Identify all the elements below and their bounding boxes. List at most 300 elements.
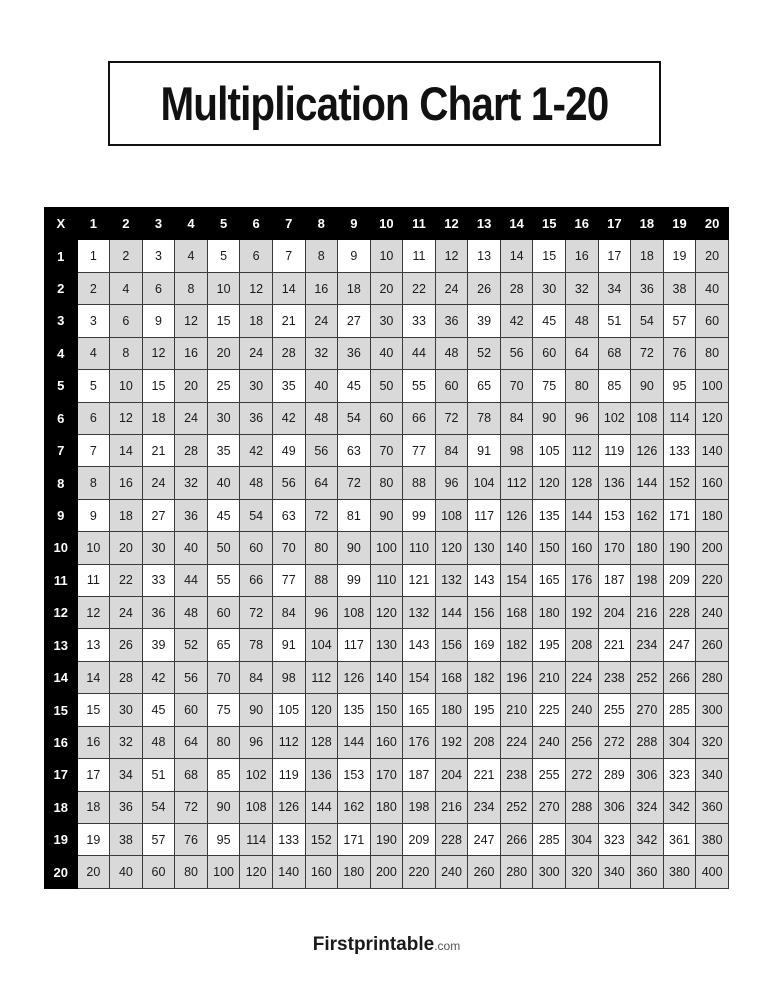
title-box [108, 61, 661, 146]
product-cell: 72 [305, 499, 338, 531]
product-cell: 180 [631, 532, 664, 564]
product-cell: 169 [468, 629, 501, 661]
table-row [45, 240, 729, 272]
product-cell: 57 [663, 305, 696, 337]
row-header: 1 [45, 240, 78, 272]
product-cell: 15 [533, 240, 566, 272]
product-cell: 160 [566, 532, 599, 564]
product-cell: 3 [77, 305, 110, 337]
product-cell: 76 [175, 824, 208, 856]
product-cell: 49 [272, 434, 305, 466]
product-cell: 11 [403, 240, 436, 272]
product-cell: 108 [631, 402, 664, 434]
product-cell: 216 [631, 597, 664, 629]
product-cell: 140 [696, 434, 729, 466]
product-cell: 40 [696, 272, 729, 304]
product-cell: 76 [663, 337, 696, 369]
product-cell: 80 [566, 370, 599, 402]
multiplication-table [44, 207, 729, 889]
product-cell: 210 [500, 694, 533, 726]
product-cell: 84 [500, 402, 533, 434]
product-cell: 208 [468, 726, 501, 758]
product-cell: 108 [435, 499, 468, 531]
table-row [45, 824, 729, 856]
product-cell: 12 [142, 337, 175, 369]
product-cell: 44 [175, 564, 208, 596]
product-cell: 7 [77, 434, 110, 466]
product-cell: 5 [77, 370, 110, 402]
page-title: Multiplication Chart 1-20 [160, 77, 609, 130]
product-cell: 182 [500, 629, 533, 661]
column-header: 14 [500, 208, 533, 240]
product-cell: 54 [240, 499, 273, 531]
product-cell: 160 [370, 726, 403, 758]
corner-cell: X [45, 208, 78, 240]
table-row [45, 499, 729, 531]
product-cell: 32 [175, 467, 208, 499]
product-cell: 18 [142, 402, 175, 434]
product-cell: 24 [175, 402, 208, 434]
product-cell: 132 [403, 597, 436, 629]
product-cell: 36 [338, 337, 371, 369]
product-cell: 36 [142, 597, 175, 629]
product-cell: 240 [566, 694, 599, 726]
product-cell: 6 [240, 240, 273, 272]
product-cell: 20 [110, 532, 143, 564]
product-cell: 98 [272, 661, 305, 693]
product-cell: 100 [696, 370, 729, 402]
product-cell: 55 [207, 564, 240, 596]
product-cell: 112 [500, 467, 533, 499]
column-header: 18 [631, 208, 664, 240]
product-cell: 360 [631, 856, 664, 888]
product-cell: 45 [207, 499, 240, 531]
product-cell: 99 [403, 499, 436, 531]
product-cell: 24 [142, 467, 175, 499]
product-cell: 64 [566, 337, 599, 369]
product-cell: 36 [110, 791, 143, 823]
product-cell: 133 [663, 434, 696, 466]
product-cell: 22 [110, 564, 143, 596]
product-cell: 48 [240, 467, 273, 499]
product-cell: 96 [435, 467, 468, 499]
product-cell: 180 [533, 597, 566, 629]
product-cell: 21 [142, 434, 175, 466]
product-cell: 216 [435, 791, 468, 823]
product-cell: 140 [370, 661, 403, 693]
product-cell: 192 [435, 726, 468, 758]
product-cell: 260 [696, 629, 729, 661]
product-cell: 300 [533, 856, 566, 888]
product-cell: 224 [566, 661, 599, 693]
product-cell: 126 [500, 499, 533, 531]
product-cell: 80 [696, 337, 729, 369]
product-cell: 220 [696, 564, 729, 596]
product-cell: 238 [500, 759, 533, 791]
product-cell: 156 [435, 629, 468, 661]
product-cell: 60 [142, 856, 175, 888]
product-cell: 280 [500, 856, 533, 888]
row-header: 7 [45, 434, 78, 466]
row-header: 17 [45, 759, 78, 791]
product-cell: 27 [338, 305, 371, 337]
product-cell: 18 [631, 240, 664, 272]
table-row [45, 856, 729, 888]
product-cell: 98 [500, 434, 533, 466]
product-cell: 112 [305, 661, 338, 693]
product-cell: 100 [370, 532, 403, 564]
product-cell: 198 [631, 564, 664, 596]
product-cell: 140 [500, 532, 533, 564]
product-cell: 114 [663, 402, 696, 434]
product-cell: 18 [77, 791, 110, 823]
product-cell: 24 [240, 337, 273, 369]
product-cell: 220 [403, 856, 436, 888]
table-row [45, 629, 729, 661]
product-cell: 195 [468, 694, 501, 726]
product-cell: 38 [663, 272, 696, 304]
product-cell: 221 [468, 759, 501, 791]
product-cell: 119 [272, 759, 305, 791]
product-cell: 88 [305, 564, 338, 596]
row-header: 2 [45, 272, 78, 304]
product-cell: 60 [435, 370, 468, 402]
product-cell: 60 [175, 694, 208, 726]
product-cell: 96 [305, 597, 338, 629]
table-row [45, 467, 729, 499]
row-header: 10 [45, 532, 78, 564]
product-cell: 240 [533, 726, 566, 758]
product-cell: 154 [403, 661, 436, 693]
product-cell: 5 [207, 240, 240, 272]
product-cell: 34 [598, 272, 631, 304]
product-cell: 80 [207, 726, 240, 758]
column-header: 15 [533, 208, 566, 240]
product-cell: 187 [598, 564, 631, 596]
product-cell: 39 [468, 305, 501, 337]
product-cell: 68 [598, 337, 631, 369]
product-cell: 45 [338, 370, 371, 402]
table-row [45, 370, 729, 402]
product-cell: 228 [663, 597, 696, 629]
product-cell: 323 [598, 824, 631, 856]
product-cell: 176 [566, 564, 599, 596]
product-cell: 2 [77, 272, 110, 304]
product-cell: 210 [533, 661, 566, 693]
product-cell: 90 [631, 370, 664, 402]
product-cell: 36 [240, 402, 273, 434]
product-cell: 66 [240, 564, 273, 596]
product-cell: 45 [142, 694, 175, 726]
product-cell: 56 [500, 337, 533, 369]
product-cell: 70 [272, 532, 305, 564]
product-cell: 60 [240, 532, 273, 564]
column-header: 17 [598, 208, 631, 240]
product-cell: 3 [142, 240, 175, 272]
product-cell: 40 [370, 337, 403, 369]
product-cell: 27 [142, 499, 175, 531]
product-cell: 108 [338, 597, 371, 629]
product-cell: 30 [370, 305, 403, 337]
product-cell: 28 [110, 661, 143, 693]
product-cell: 20 [207, 337, 240, 369]
product-cell: 42 [272, 402, 305, 434]
product-cell: 143 [468, 564, 501, 596]
product-cell: 56 [175, 661, 208, 693]
table-row [45, 726, 729, 758]
product-cell: 90 [338, 532, 371, 564]
product-cell: 120 [696, 402, 729, 434]
product-cell: 9 [338, 240, 371, 272]
product-cell: 180 [338, 856, 371, 888]
product-cell: 45 [533, 305, 566, 337]
product-cell: 72 [631, 337, 664, 369]
product-cell: 24 [110, 597, 143, 629]
product-cell: 90 [207, 791, 240, 823]
table-row [45, 564, 729, 596]
product-cell: 180 [370, 791, 403, 823]
product-cell: 90 [370, 499, 403, 531]
product-cell: 2 [110, 240, 143, 272]
product-cell: 28 [500, 272, 533, 304]
product-cell: 85 [207, 759, 240, 791]
product-cell: 209 [403, 824, 436, 856]
product-cell: 28 [175, 434, 208, 466]
product-cell: 48 [305, 402, 338, 434]
product-cell: 10 [207, 272, 240, 304]
product-cell: 380 [663, 856, 696, 888]
product-cell: 50 [370, 370, 403, 402]
product-cell: 136 [305, 759, 338, 791]
product-cell: 221 [598, 629, 631, 661]
product-cell: 32 [110, 726, 143, 758]
product-cell: 285 [533, 824, 566, 856]
product-cell: 120 [435, 532, 468, 564]
table-row [45, 434, 729, 466]
product-cell: 10 [77, 532, 110, 564]
product-cell: 75 [533, 370, 566, 402]
column-header: 9 [338, 208, 371, 240]
product-cell: 288 [631, 726, 664, 758]
column-header: 8 [305, 208, 338, 240]
product-cell: 80 [175, 856, 208, 888]
product-cell: 35 [207, 434, 240, 466]
row-header: 8 [45, 467, 78, 499]
product-cell: 240 [435, 856, 468, 888]
product-cell: 60 [370, 402, 403, 434]
product-cell: 18 [110, 499, 143, 531]
product-cell: 140 [272, 856, 305, 888]
product-cell: 16 [175, 337, 208, 369]
product-cell: 65 [207, 629, 240, 661]
product-cell: 64 [305, 467, 338, 499]
product-cell: 42 [500, 305, 533, 337]
product-cell: 120 [533, 467, 566, 499]
row-header: 18 [45, 791, 78, 823]
product-cell: 150 [370, 694, 403, 726]
table-row [45, 759, 729, 791]
product-cell: 70 [500, 370, 533, 402]
table-row [45, 272, 729, 304]
product-cell: 48 [435, 337, 468, 369]
table-row [45, 694, 729, 726]
product-cell: 195 [533, 629, 566, 661]
column-header: 13 [468, 208, 501, 240]
row-header: 14 [45, 661, 78, 693]
product-cell: 154 [500, 564, 533, 596]
product-cell: 28 [272, 337, 305, 369]
product-cell: 40 [305, 370, 338, 402]
product-cell: 17 [77, 759, 110, 791]
row-header: 12 [45, 597, 78, 629]
product-cell: 323 [663, 759, 696, 791]
product-cell: 15 [142, 370, 175, 402]
product-cell: 36 [631, 272, 664, 304]
product-cell: 114 [240, 824, 273, 856]
product-cell: 170 [370, 759, 403, 791]
product-cell: 234 [631, 629, 664, 661]
product-cell: 117 [338, 629, 371, 661]
product-cell: 160 [305, 856, 338, 888]
product-cell: 361 [663, 824, 696, 856]
product-cell: 130 [370, 629, 403, 661]
product-cell: 182 [468, 661, 501, 693]
product-cell: 270 [533, 791, 566, 823]
product-cell: 48 [142, 726, 175, 758]
product-cell: 340 [696, 759, 729, 791]
product-cell: 121 [403, 564, 436, 596]
product-cell: 110 [370, 564, 403, 596]
product-cell: 36 [175, 499, 208, 531]
column-header: 12 [435, 208, 468, 240]
product-cell: 72 [435, 402, 468, 434]
product-cell: 52 [468, 337, 501, 369]
product-cell: 42 [240, 434, 273, 466]
product-cell: 400 [696, 856, 729, 888]
product-cell: 9 [142, 305, 175, 337]
product-cell: 54 [631, 305, 664, 337]
product-cell: 170 [598, 532, 631, 564]
product-cell: 19 [663, 240, 696, 272]
product-cell: 162 [631, 499, 664, 531]
product-cell: 152 [305, 824, 338, 856]
row-header: 9 [45, 499, 78, 531]
product-cell: 200 [696, 532, 729, 564]
product-cell: 57 [142, 824, 175, 856]
product-cell: 208 [566, 629, 599, 661]
product-cell: 171 [338, 824, 371, 856]
product-cell: 91 [468, 434, 501, 466]
column-header: 10 [370, 208, 403, 240]
row-header: 6 [45, 402, 78, 434]
product-cell: 70 [370, 434, 403, 466]
product-cell: 10 [370, 240, 403, 272]
row-header: 19 [45, 824, 78, 856]
product-cell: 84 [240, 661, 273, 693]
product-cell: 34 [110, 759, 143, 791]
product-cell: 272 [566, 759, 599, 791]
product-cell: 39 [142, 629, 175, 661]
product-cell: 256 [566, 726, 599, 758]
footer-brand [0, 934, 773, 956]
product-cell: 68 [175, 759, 208, 791]
product-cell: 192 [566, 597, 599, 629]
product-cell: 132 [435, 564, 468, 596]
product-cell: 91 [272, 629, 305, 661]
product-cell: 102 [598, 402, 631, 434]
product-cell: 44 [403, 337, 436, 369]
product-cell: 110 [403, 532, 436, 564]
column-header: 6 [240, 208, 273, 240]
product-cell: 15 [77, 694, 110, 726]
product-cell: 72 [175, 791, 208, 823]
product-cell: 342 [631, 824, 664, 856]
product-cell: 9 [77, 499, 110, 531]
product-cell: 40 [175, 532, 208, 564]
row-header: 20 [45, 856, 78, 888]
product-cell: 84 [272, 597, 305, 629]
product-cell: 289 [598, 759, 631, 791]
product-cell: 56 [305, 434, 338, 466]
row-header: 13 [45, 629, 78, 661]
product-cell: 135 [533, 499, 566, 531]
product-cell: 84 [435, 434, 468, 466]
product-cell: 100 [207, 856, 240, 888]
product-cell: 35 [272, 370, 305, 402]
product-cell: 238 [598, 661, 631, 693]
product-cell: 380 [696, 824, 729, 856]
product-cell: 14 [110, 434, 143, 466]
product-cell: 270 [631, 694, 664, 726]
product-cell: 22 [403, 272, 436, 304]
product-cell: 70 [207, 661, 240, 693]
product-cell: 11 [77, 564, 110, 596]
product-cell: 112 [566, 434, 599, 466]
product-cell: 36 [435, 305, 468, 337]
row-header: 11 [45, 564, 78, 596]
product-cell: 77 [272, 564, 305, 596]
table-row [45, 661, 729, 693]
product-cell: 13 [468, 240, 501, 272]
row-header: 5 [45, 370, 78, 402]
column-header: 1 [77, 208, 110, 240]
product-cell: 17 [598, 240, 631, 272]
product-cell: 304 [663, 726, 696, 758]
column-header: 11 [403, 208, 436, 240]
product-cell: 225 [533, 694, 566, 726]
product-cell: 105 [272, 694, 305, 726]
product-cell: 15 [207, 305, 240, 337]
product-cell: 165 [403, 694, 436, 726]
product-cell: 10 [110, 370, 143, 402]
product-cell: 144 [338, 726, 371, 758]
product-cell: 55 [403, 370, 436, 402]
product-cell: 180 [435, 694, 468, 726]
product-cell: 30 [110, 694, 143, 726]
product-cell: 90 [240, 694, 273, 726]
product-cell: 130 [468, 532, 501, 564]
column-header: 7 [272, 208, 305, 240]
product-cell: 306 [631, 759, 664, 791]
product-cell: 144 [305, 791, 338, 823]
product-cell: 32 [305, 337, 338, 369]
product-cell: 96 [566, 402, 599, 434]
product-cell: 240 [696, 597, 729, 629]
product-cell: 12 [435, 240, 468, 272]
product-cell: 30 [207, 402, 240, 434]
row-header: 3 [45, 305, 78, 337]
product-cell: 88 [403, 467, 436, 499]
